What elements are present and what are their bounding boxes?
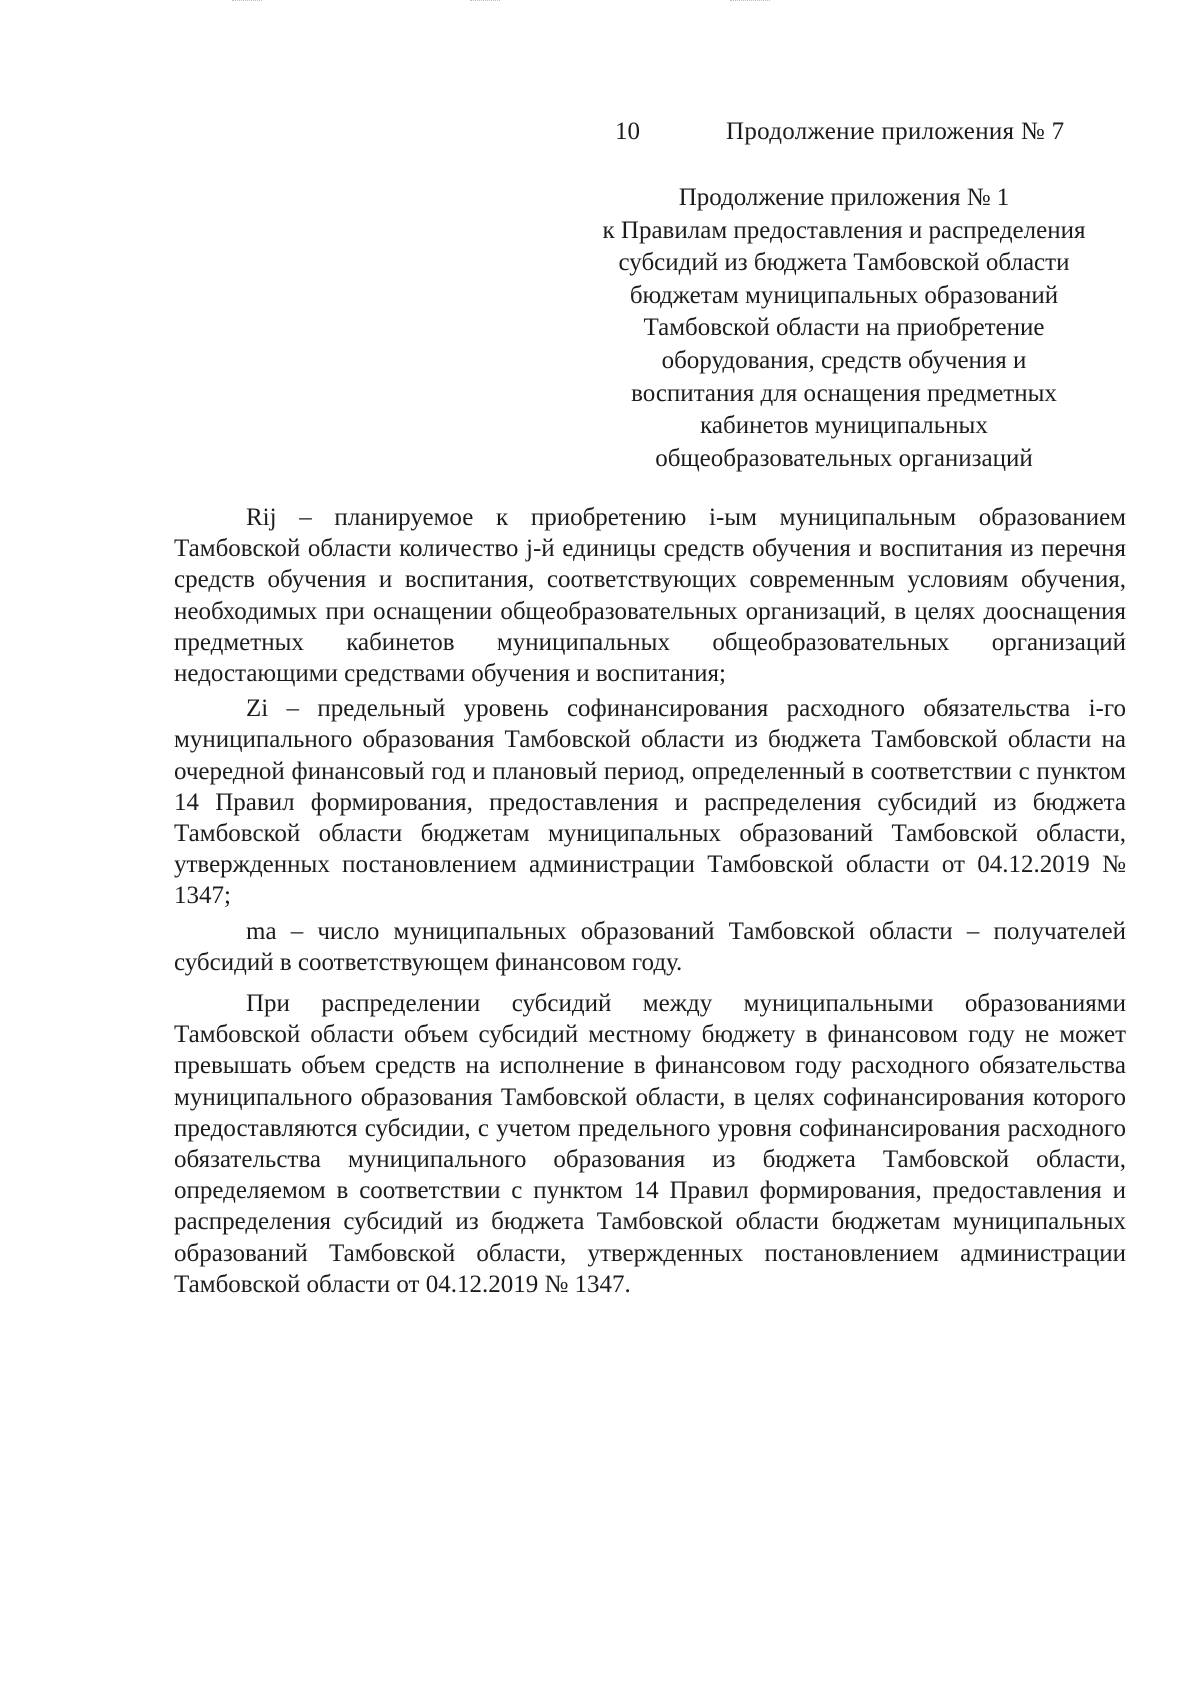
appendix-line: к Правилам предоставления и распределения bbox=[602, 216, 1086, 244]
document-body bbox=[174, 502, 1126, 1300]
appendix-line: Продолжение приложения № 1 bbox=[678, 184, 1010, 211]
paragraph-rij-definition: Rij – планируемое к приобретению i-ым муниципальным образованием Тамбовской области количество j-й единицы средств обучения и воспитания из перечня средств обучения и воспитания, соответствующих современным условиям обучения, необходимых при оснащении общеобразовательных организаций, в целях дооснащения предметных кабинетов муниципальных общеобразовательных организаций недостающими средствами обучения и воспитания; bbox=[174, 504, 1126, 688]
appendix-line: воспитания для оснащения предметных bbox=[631, 379, 1057, 407]
header-continuation: Продолжение приложения № 7 bbox=[726, 118, 1065, 145]
scan-artifact bbox=[470, 0, 500, 7]
scan-artifact bbox=[232, 0, 262, 7]
appendix-line: оборудования, средств обучения и bbox=[661, 346, 1027, 374]
page-number: 10 bbox=[615, 118, 640, 145]
appendix-line: кабинетов муниципальных bbox=[700, 412, 988, 440]
paragraph-zi-definition: Zi – предельный уровень софинансирования расходного обязательства i-го муниципального образования Тамбовской области из бюджета Тамбовской области на очередной финансовый год и плановый период, определенный в соответствии с пунктом 14 Правил формирования, предоставления и распределения субсидий из бюджета Тамбовской области бюджетам муниципальных образований Тамбовской области, утвержденных постановлением администрации Тамбовской области от 04.12.2019 № 1347; bbox=[174, 695, 1126, 910]
appendix-line: общеобразовательных организаций bbox=[655, 444, 1033, 472]
scan-artifact bbox=[730, 0, 770, 7]
appendix-line: субсидий из бюджета Тамбовской области bbox=[618, 249, 1070, 277]
appendix-heading bbox=[574, 182, 1114, 475]
page-header bbox=[600, 118, 1120, 158]
appendix-line: Тамбовской области на приобретение bbox=[643, 314, 1045, 342]
appendix-line: бюджетам муниципальных образований bbox=[629, 281, 1059, 309]
paragraph-distribution-rule: При распределении субсидий между муниципальными образованиями Тамбовской области объем субсидий местному бюджету в финансовом году не может превышать объем средств на исполнение в финансовом году расходного обязательства муниципального образования Тамбовской области, в целях софинансирования которого предоставляются субсидии, с учетом предельного уровня софинансирования расходного обязательства муниципального образования из бюджета Тамбовской области, определяемом в соответствии с пунктом 14 Правил формирования, предоставления и распределения субсидий из бюджета Тамбовской области бюджетам муниципальных образований Тамбовской области, утвержденных постановлением администрации Тамбовской области от 04.12.2019 № 1347. bbox=[174, 990, 1126, 1298]
paragraph-ma-definition: ma – число муниципальных образований Тамбовской области – получателей субсидий в соответствующем финансовом году. bbox=[174, 917, 1126, 976]
